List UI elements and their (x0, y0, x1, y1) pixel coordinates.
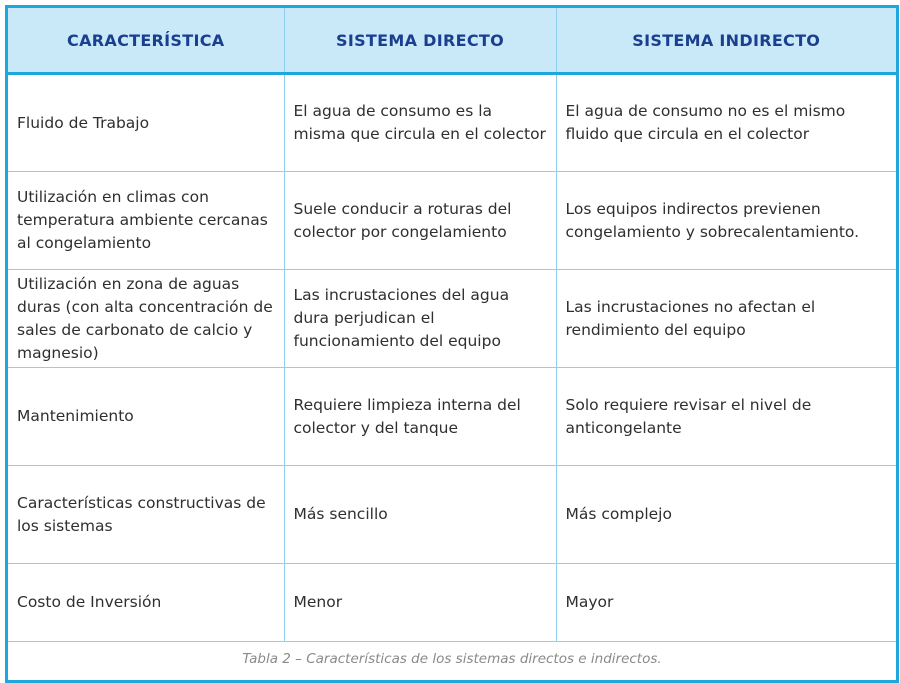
cell-directo: Suele conducir a roturas del colector por congelamiento (284, 172, 556, 270)
cell-caracteristica: Utilización en zona de aguas duras (con alta concentración de sales de carbonato de calcio y magnesio) (8, 270, 284, 368)
table-row (8, 368, 896, 466)
comparison-table-frame (5, 5, 899, 683)
table-row (8, 74, 896, 172)
cell-directo: Más sencillo (284, 466, 556, 564)
table-row (8, 270, 896, 368)
header-sistema-directo: SISTEMA DIRECTO (284, 8, 556, 74)
table-caption: Tabla 2 – Características de los sistemas directos e indirectos. (242, 651, 662, 667)
cell-caracteristica: Costo de Inversión (8, 564, 284, 642)
cell-directo: El agua de consumo es la misma que circula en el colector (284, 74, 556, 172)
cell-caracteristica: Utilización en climas con temperatura ambiente cercanas al congelamiento (8, 172, 284, 270)
table-row (8, 564, 896, 642)
cell-indirecto: Los equipos indirectos previenen congelamiento y sobrecalentamiento. (556, 172, 896, 270)
cell-directo: Menor (284, 564, 556, 642)
comparison-table (8, 8, 896, 642)
cell-indirecto: Más complejo (556, 466, 896, 564)
table-row (8, 172, 896, 270)
cell-indirecto: Las incrustaciones no afectan el rendimiento del equipo (556, 270, 896, 368)
cell-caracteristica: Fluido de Trabajo (8, 74, 284, 172)
cell-indirecto: Solo requiere revisar el nivel de anticongelante (556, 368, 896, 466)
header-caracteristica: CARACTERÍSTICA (8, 8, 284, 74)
table-row (8, 466, 896, 564)
cell-caracteristica: Mantenimiento (8, 368, 284, 466)
table-header-row (8, 8, 896, 74)
cell-indirecto: Mayor (556, 564, 896, 642)
cell-directo: Las incrustaciones del agua dura perjudican el funcionamiento del equipo (284, 270, 556, 368)
cell-directo: Requiere limpieza interna del colector y del tanque (284, 368, 556, 466)
cell-indirecto: El agua de consumo no es el mismo fluido que circula en el colector (556, 74, 896, 172)
header-sistema-indirecto: SISTEMA INDIRECTO (556, 8, 896, 74)
cell-caracteristica: Características constructivas de los sistemas (8, 466, 284, 564)
